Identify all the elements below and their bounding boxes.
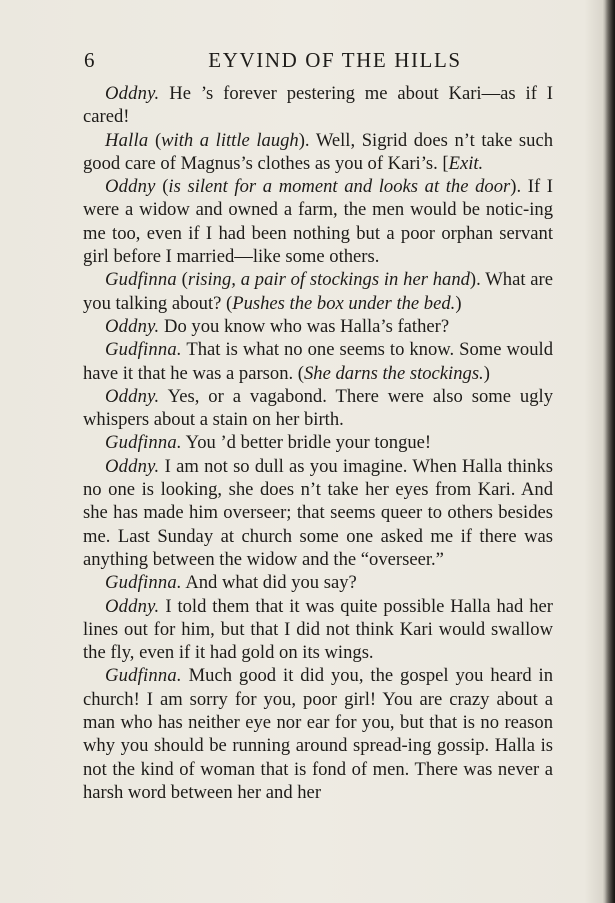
page-number: 6 <box>84 48 95 72</box>
speech-text: ). What are you talking about? ( <box>83 269 553 314</box>
stage-direction: is silent for a moment and looks at the door <box>168 176 511 198</box>
speaker-name: Oddny. <box>105 455 160 477</box>
dialogue-paragraph <box>83 129 553 176</box>
speech-text: ( <box>148 129 162 151</box>
dialogue-paragraph <box>83 571 553 594</box>
speaker-name: Gudfinna. <box>105 572 182 594</box>
speaker-name: Oddny. <box>105 595 160 617</box>
stage-direction: She darns the stockings. <box>303 362 484 384</box>
speech-text: And what did you say? <box>181 572 357 594</box>
speech-text: ( <box>176 269 188 291</box>
speech-text: ). Well, Sigrid does n’t take such good care of Magnus’s clothes as you of Kari’s. [ <box>83 129 553 174</box>
speaker-name: Halla <box>105 129 149 151</box>
speech-text: That is what no one seems to know. Some would have it that he was a parson. ( <box>83 339 553 384</box>
speaker-name: Gudfinna. <box>105 665 182 687</box>
play-text-body <box>83 82 553 804</box>
dialogue-paragraph <box>83 455 553 571</box>
speaker-name: Oddny <box>105 176 156 198</box>
page-edge-shadow <box>605 0 615 903</box>
speech-text: You ’d better bridle your tongue! <box>181 432 432 454</box>
dialogue-paragraph <box>83 664 553 804</box>
speaker-name: Oddny. <box>105 385 160 407</box>
speech-text: I told them that it was quite possible Halla had her lines out for him, but that I did not think Kari would swallow the fly, even if it had gold on its wings. <box>83 595 553 664</box>
dialogue-paragraph <box>83 175 553 268</box>
speaker-name: Oddny. <box>105 83 160 104</box>
speaker-name: Gudfinna <box>105 269 177 291</box>
stage-direction: with a little laugh <box>161 129 299 151</box>
speech-text: Much good it did you, the gospel you heard in church! I am sorry for you, poor girl! You are crazy about a man who has neither eye nor ear for you, but that is no reason why you should be running around spread-ing gossip. Halla is not the kind of woman that is fond of men. There was never a harsh word between her and her <box>83 665 553 803</box>
speech-text: ) <box>455 292 462 314</box>
speech-text: I am not so dull as you imagine. When Halla thinks no one is looking, she does n’t take her eyes from Kari. And she has made him overseer; that seems queer to others besides me. Last Sunday at church some one asked me if there was anything between the widow and the “overseer.” <box>83 455 553 570</box>
dialogue-paragraph <box>83 268 553 315</box>
speaker-name: Gudfinna. <box>105 432 182 454</box>
page-header <box>84 48 556 74</box>
speaker-name: Gudfinna. <box>105 339 182 361</box>
speech-text: ). If I were a widow and owned a farm, the men would be notic-ing me too, even if I had been nothing but a poor orphan servant girl before I married—like some others. <box>83 176 553 268</box>
running-head-title: EYVIND OF THE HILLS <box>208 48 462 72</box>
speaker-name: Oddny. <box>105 315 160 337</box>
stage-direction: Pushes the box under the bed. <box>232 292 456 314</box>
stage-direction: Exit. <box>448 152 484 174</box>
speech-text: ( <box>155 176 169 198</box>
speech-text: ) <box>483 362 490 384</box>
speech-text: Do you know who was Halla’s father? <box>159 315 450 337</box>
dialogue-paragraph <box>83 82 553 129</box>
dialogue-paragraph <box>83 595 553 665</box>
dialogue-paragraph <box>83 338 553 385</box>
speech-text: He ’s forever pestering me about Kari—as if I cared! <box>83 83 553 128</box>
stage-direction: rising, a pair of stockings in her hand <box>187 269 470 291</box>
dialogue-paragraph <box>83 315 553 338</box>
dialogue-paragraph <box>83 385 553 432</box>
dialogue-paragraph <box>83 431 553 454</box>
speech-text: Yes, or a vagabond. There were also some ugly whispers about a stain on her birth. <box>83 385 553 431</box>
